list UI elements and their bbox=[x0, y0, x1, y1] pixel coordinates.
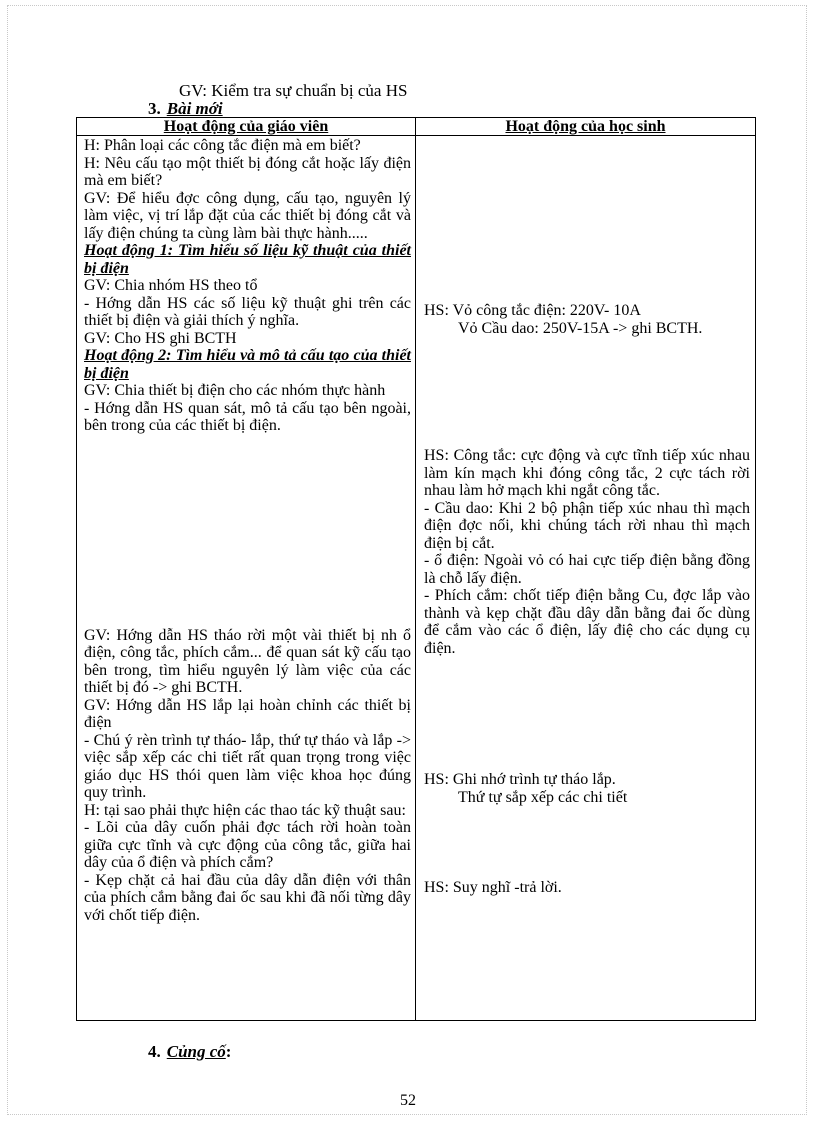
teacher-step: GV: Hớng dẫn HS tháo rời một vài thiết bị nh ổ điện, công tắc, phích cắm... để quan sát kỹ cấu tạo bên trong, tìm hiểu nguyên lý làm việc của các thiết bị đó -> ghi BCTH. bbox=[84, 626, 411, 696]
teacher-step: GV: Cho HS ghi BCTH bbox=[84, 329, 237, 347]
student-answer: - Phích cắm: chốt tiếp điện bằng Cu, đợc lắp vào thành và kẹp chặt đầu dây dẫn bằng đai ốc dùng để cắm vào các ổ điện, lấy điệ cho các dụng cụ điện. bbox=[424, 587, 750, 657]
teacher-question: H: Nêu cấu tạo một thiết bị đóng cắt hoặc lấy điện mà em biết? bbox=[84, 154, 411, 189]
student-block-4 bbox=[424, 879, 750, 897]
activity-2-heading: Hoạt động 2: Tìm hiểu và mô tả cấu tạo của thiết bị điện bbox=[84, 347, 411, 382]
student-block-3 bbox=[424, 771, 750, 806]
student-answer: HS: Công tắc: cực động và cực tĩnh tiếp xúc nhau làm kín mạch khi đóng công tắc, 2 cực tách rời nhau làm hở mạch khi ngắt công tắc. bbox=[424, 447, 750, 499]
teacher-question: H: tại sao phải thực hiện các thao tác kỹ thuật sau: bbox=[84, 801, 406, 819]
teacher-step: - Kẹp chặt cả hai đầu của dây dẫn điện với thân của phích cắm bằng đai ốc sau khi đã nối từng dây với chốt tiếp điện. bbox=[84, 871, 411, 924]
student-answer: - Cầu dao: Khi 2 bộ phận tiếp xúc nhau thì mạch điện đợc nối, khi chúng tách rời nhau thì mạch điện bị cắt. bbox=[424, 499, 750, 552]
student-answer: HS: Ghi nhớ trình tự tháo lắp. bbox=[424, 771, 616, 788]
section-3-heading bbox=[148, 99, 223, 118]
student-answer: Thứ tự sắp xếp các chi tiết bbox=[458, 788, 628, 806]
teacher-step: - Lõi của dây cuốn phải đợc tách rời hoàn toàn giữa cực tĩnh và cực động của công tắc, giữa hai dây của ổ điện và phích cắm? bbox=[84, 819, 411, 871]
teacher-step: - Chú ý rèn trình tự tháo- lắp, thứ tự tháo và lắp -> việc sắp xếp các chi tiết rất quan trọng trong việc giáo dục HS thói quen làm việc khoa học đúng quy trình. bbox=[84, 731, 411, 801]
section-4-colon: : bbox=[225, 1042, 232, 1061]
teacher-column-header: Hoạt động của giáo viên bbox=[163, 118, 329, 135]
teacher-step: GV: Hớng dẫn HS lắp lại hoàn chỉnh các thiết bị điện bbox=[84, 696, 411, 731]
teacher-intro: GV: Để hiểu đợc công dụng, cấu tạo, nguyên lý làm việc, vị trí lắp đặt của các thiết bị đóng cắt và lấy điện chúng ta cùng làm bài thực hành..... bbox=[84, 189, 411, 242]
page-number: 52 bbox=[400, 1092, 416, 1109]
student-block-1 bbox=[424, 302, 750, 337]
teacher-step: GV: Chia nhóm HS theo tổ bbox=[84, 277, 258, 294]
student-column-header: Hoạt động của học sinh bbox=[505, 118, 666, 135]
student-answer: HS: Vỏ công tắc điện: 220V- 10A bbox=[424, 302, 641, 319]
student-answer: Vỏ Cầu dao: 250V-15A -> ghi BCTH. bbox=[458, 319, 703, 337]
teacher-question: H: Phân loại các công tắc điện mà em biết? bbox=[84, 137, 361, 154]
teacher-step: GV: Chia thiết bị điện cho các nhóm thực hành bbox=[84, 382, 386, 399]
student-answer: - ổ điện: Ngoài vỏ có hai cực tiếp điện bằng đồng là chỗ lấy điện. bbox=[424, 552, 750, 587]
section-4-heading bbox=[148, 1042, 231, 1062]
teacher-activities bbox=[84, 137, 411, 924]
section-3-title: Bài mới bbox=[166, 99, 223, 118]
student-answer: HS: Suy nghĩ -trả lời. bbox=[424, 879, 562, 896]
check-line: GV: Kiểm tra sự chuẩn bị của HS bbox=[179, 81, 408, 100]
teacher-step: - Hớng dẫn HS các số liệu kỹ thuật ghi trên các thiết bị điện và giải thích ý nghĩa. bbox=[84, 294, 411, 329]
section-3-number: 3. bbox=[148, 99, 161, 118]
section-4-title: Củng cố bbox=[166, 1042, 226, 1061]
activity-1-heading: Hoạt động 1: Tìm hiểu số liệu kỹ thuật của thiết bị điện bbox=[84, 242, 411, 277]
section-4-number: 4. bbox=[148, 1042, 161, 1061]
student-block-2 bbox=[424, 447, 750, 657]
table-column-divider bbox=[415, 117, 416, 1021]
teacher-step: - Hớng dẫn HS quan sát, mô tả cấu tạo bên ngoài, bên trong của các thiết bị điện. bbox=[84, 399, 411, 434]
